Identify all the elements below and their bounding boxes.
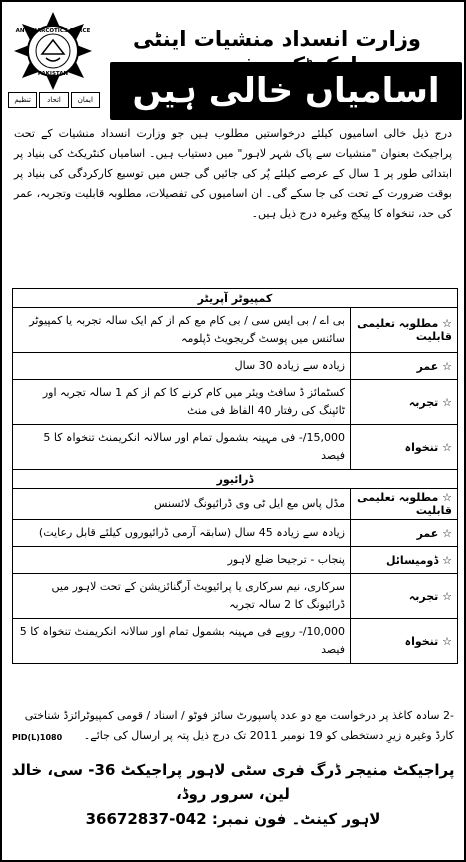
row-value: زیادہ سے زیادہ 30 سال: [13, 353, 351, 380]
requirements-table: [12, 288, 458, 664]
row-label: ☆ ڈومیسائل: [351, 547, 458, 574]
table-row: [13, 489, 458, 520]
publication-id: PID(L)1080: [12, 733, 63, 742]
section-row: [13, 470, 458, 489]
motto-row: [8, 92, 100, 108]
footer-address: پراجیکٹ منیجر ڈرگ فری سٹی لاہور پراجیکٹ 36- سی، خالد لین، سرور روڈ،: [11, 761, 455, 803]
row-label: ☆ مطلوبہ تعلیمی قابلیت: [351, 308, 458, 353]
table-row: [13, 308, 458, 353]
intro-paragraph: درج ذیل خالی اسامیوں کیلئے درخواستیں مطلوب ہیں جو وزارت انسداد منشیات کے تحت پراجیکٹ بعنوان "منشیات سے پاک شہر لاہور" میں دستیاب ہیں۔ اسامیاں کنٹریکٹ کی بنیاد پر ابتدائی طور پر 1 سال کے عرصے کیلئے پُر کی جائیں گی جس میں توسیع کارکردگی کی بنیاد پر بوقت ضرورت کے تحت کی جا سکے گی۔ ان اسامیوں کی تفصیلات، مطلوبہ قابلیت وتجربہ، عمر کی حد، تنخواہ کا پیکج وغیرہ درج ذیل ہیں۔: [14, 127, 452, 220]
row-label: ☆ تنخواہ: [351, 425, 458, 470]
table-row: [13, 547, 458, 574]
table-row: [13, 520, 458, 547]
contact-footer: [2, 758, 464, 832]
row-value: کسٹمائز ڈ سافٹ ویئر میں کام کرنے کا کم از کم 1 سالہ تجربہ اور ٹائپنگ کی رفتار 40 الفاظ فی منٹ: [13, 380, 351, 425]
ministry-title: وزارت انسداد منشیات اینٹی: [132, 27, 421, 51]
emblem-text-bottom: PAKISTAN: [37, 71, 69, 77]
row-label: ☆ مطلوبہ تعلیمی قابلیت: [351, 489, 458, 520]
row-label: ☆ تجربہ: [351, 574, 458, 619]
row-label: ☆ تجربہ: [351, 380, 458, 425]
table-row: [13, 380, 458, 425]
row-label: ☆ تنخواہ: [351, 619, 458, 664]
row-value: 15,000/- فی مہینہ بشمول تمام اور سالانہ انکریمنٹ تنخواہ کا 5 فیصد: [13, 425, 351, 470]
vacancies-banner: اسامیاں خالی ہیں: [110, 62, 462, 120]
motto-item: تنظیم: [8, 92, 37, 108]
motto-item: اتحاد: [39, 92, 68, 108]
row-label: ☆ عمر: [351, 520, 458, 547]
row-value: مڈل پاس مع ایل ٹی وی ڈرائیونگ لائسنس: [13, 489, 351, 520]
row-value: پنجاب - ترجیحا ضلع لاہور: [13, 547, 351, 574]
ad-header: [6, 6, 460, 116]
section-row: [13, 289, 458, 308]
row-value: 10,000/- روپے فی مہینہ بشمول تمام اور سالانہ انکریمنٹ تنخواہ کا 5 فیصد: [13, 619, 351, 664]
table-row: [13, 619, 458, 664]
motto-item: ایمان: [71, 92, 100, 108]
row-label: ☆ عمر: [351, 353, 458, 380]
table-row: [13, 574, 458, 619]
table-row: [13, 353, 458, 380]
emblem-text-top: ANTI NARCOTICS FORCE: [15, 28, 91, 34]
anf-emblem-icon: [12, 10, 94, 92]
table-row: [13, 425, 458, 470]
position-title-driver: ڈرائیور: [13, 470, 458, 489]
footer-city-phone: لاہور کینٹ۔ فون نمبر: 042-36672837: [85, 810, 381, 828]
row-value: زیادہ سے زیادہ 45 سال (سابقہ آرمی ڈرائیوروں کیلئے قابل رعایت): [13, 520, 351, 547]
position-title-computer-operator: کمپیوٹر آپریٹر: [13, 289, 458, 308]
application-note: -2 سادہ کاغذ پر درخواست مع دو عدد پاسپورٹ سائز فوٹو / اسناد / قومی کمپیوٹرائزڈ شناختی کارڈ وغیرہ زیرِ دستخطی کو 19 نومبر 2011 تک درج ذیل پتہ پر ارسال کی جائے۔: [24, 709, 454, 742]
row-value: بی اے / بی ایس سی / بی کام مع کم از کم ایک سالہ تجربہ یا کمپیوٹر سائنس میں پوسٹ گریجویٹ ڈپلومہ: [13, 308, 351, 353]
row-value: سرکاری، نیم سرکاری یا پرائیویٹ آرگنائزیشن کے تحت لاہور میں ڈرائیونگ کا 2 سالہ تجربہ: [13, 574, 351, 619]
